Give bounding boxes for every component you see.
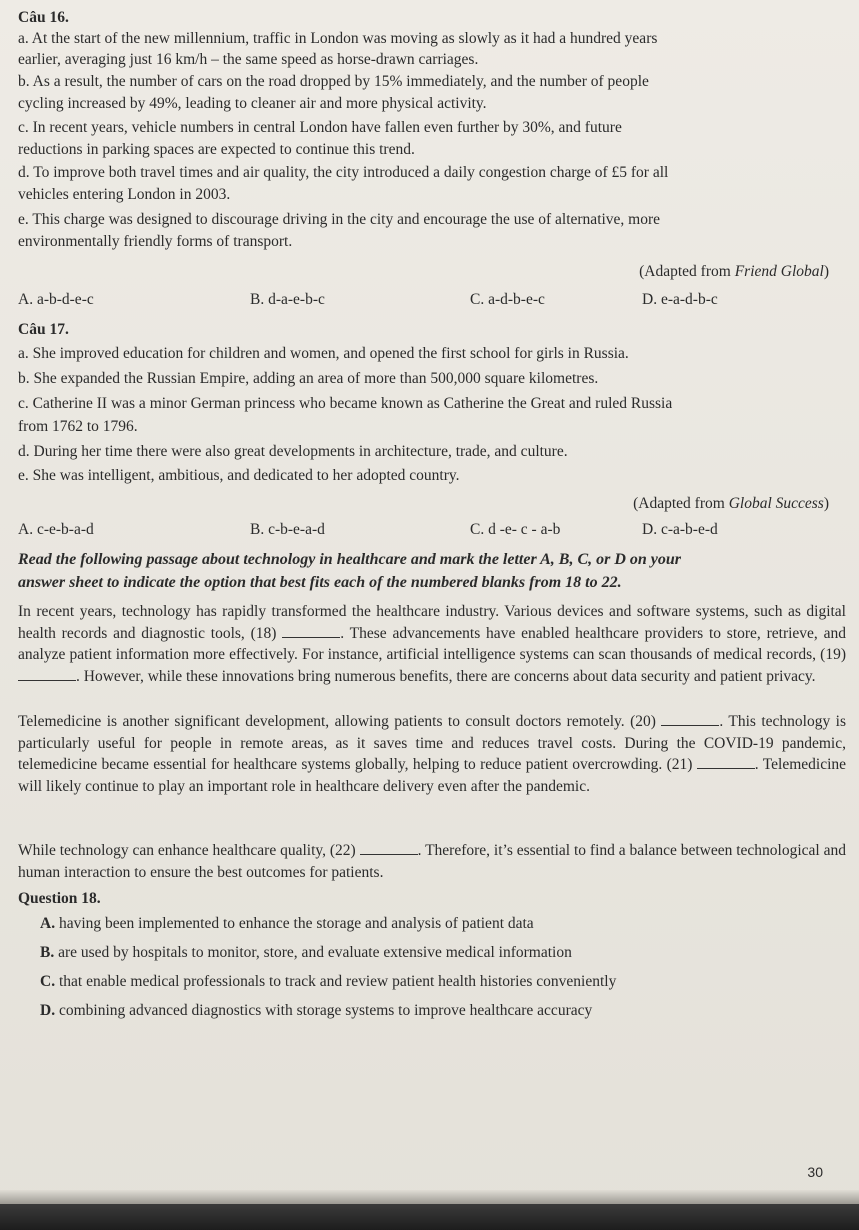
q16-sentence-e: e. This charge was designed to discourage driving in the city and encourage the use of alternative, more [18, 211, 661, 228]
q18-option-c[interactable]: C. that enable medical professionals to track and review patient health histories conveniently [40, 973, 617, 990]
q17-sentence-c: c. Catherine II was a minor German princess who became known as Catherine the Great and ruled Russia [18, 395, 673, 412]
q16-sentence-a-cont: earlier, averaging just 16 km/h – the same speed as horse-drawn carriages. [18, 51, 479, 68]
q17-source: (Adapted from Global Success) [633, 495, 829, 512]
q17-sentence-d: d. During her time there were also great developments in architecture, trade, and culture. [18, 443, 568, 460]
q16-sentence-b: b. As a result, the number of cars on the road dropped by 15% immediately, and the number of people [18, 73, 649, 90]
q16-options [18, 291, 829, 311]
q16-sentence-b-cont: cycling increased by 49%, leading to cleaner air and more physical activity. [18, 95, 487, 112]
q16-option-a[interactable]: A. a-b-d-e-c [18, 291, 94, 308]
q17-options [18, 521, 829, 541]
blank-20 [661, 711, 719, 726]
q17-sentence-b: b. She expanded the Russian Empire, adding an area of more than 500,000 square kilometres. [18, 370, 599, 387]
q16-sentence-d: d. To improve both travel times and air quality, the city introduced a daily congestion charge of £5 for all [18, 164, 669, 181]
q16-source: (Adapted from Friend Global) [639, 263, 829, 280]
blank-18 [282, 623, 340, 638]
q16-sentence-a: a. At the start of the new millennium, traffic in London was moving as slowly as it had a hundred years [18, 30, 658, 47]
q16-sentence-d-cont: vehicles entering London in 2003. [18, 186, 231, 203]
passage-paragraph-2: Telemedicine is another significant development, allowing patients to consult doctors remotely. (20) . This technology is particularly useful for people in remote areas, as it saves time and reduces travel costs. During the COVID-19 pandemic, telemedicine became essential for healthcare systems globally, helping to reduce patient overcrowding. (21) . Telemedicine will likely continue to play an important role in healthcare delivery even after the pandemic. [18, 713, 847, 795]
q17-option-a[interactable]: A. c-e-b-a-d [18, 521, 94, 538]
q17-sentence-e: e. She was intelligent, ambitious, and dedicated to her adopted country. [18, 467, 460, 484]
blank-21 [697, 754, 755, 769]
q17-sentence-c-cont: from 1762 to 1796. [18, 418, 138, 435]
q17-option-c[interactable]: C. d -e- c - a-b [470, 521, 561, 538]
question-18-title: Question 18. [18, 890, 101, 907]
q16-sentence-c-cont: reductions in parking spaces are expected to continue this trend. [18, 141, 415, 158]
q17-option-b[interactable]: B. c-b-e-a-d [250, 521, 325, 538]
background-surface [0, 1204, 859, 1230]
blank-19 [18, 666, 76, 681]
q16-option-c[interactable]: C. a-d-b-e-c [470, 291, 545, 308]
q18-option-a[interactable]: A. having been implemented to enhance the storage and analysis of patient data [40, 915, 534, 932]
q18-option-b[interactable]: B. are used by hospitals to monitor, store, and evaluate extensive medical information [40, 944, 572, 961]
question-17-title: Câu 17. [18, 321, 69, 338]
q16-option-b[interactable]: B. d-a-e-b-c [250, 291, 325, 308]
passage-paragraph-1: In recent years, technology has rapidly transformed the healthcare industry. Various devices and software systems, such as digital health records and diagnostic tools, (18) . These advancements have enabled healthcare providers to store, retrieve, and analyze patient information more effectively. For instance, artificial intelligence systems can scan thousands of medical records, (19) . However, while these innovations bring numerous benefits, there are concerns about data security and patient privacy. [18, 603, 846, 685]
q16-option-d[interactable]: D. e-a-d-b-c [642, 291, 718, 308]
q17-option-d[interactable]: D. c-a-b-e-d [642, 521, 718, 538]
q18-option-d[interactable]: D. combining advanced diagnostics with storage systems to improve healthcare accuracy [40, 1002, 593, 1019]
q16-sentence-c: c. In recent years, vehicle numbers in central London have fallen even further by 30%, and future [18, 119, 622, 136]
q17-sentence-a: a. She improved education for children and women, and opened the first school for girls in Russia. [18, 345, 629, 362]
page-bottom-edge [0, 1190, 859, 1204]
passage-instruction-line-1: Read the following passage about technology in healthcare and mark the letter A, B, C, or D on your [18, 551, 682, 568]
page-number: 30 [807, 1164, 823, 1180]
passage-instruction-line-2: answer sheet to indicate the option that best fits each of the numbered blanks from 18 to 22. [18, 574, 622, 591]
q16-sentence-e-cont: environmentally friendly forms of transport. [18, 233, 293, 250]
passage-paragraph-3: While technology can enhance healthcare quality, (22) . Therefore, it’s essential to find a balance between technological and human interaction to ensure the best outcomes for patients. [18, 842, 846, 881]
question-16-title: Câu 16. [18, 9, 69, 26]
blank-22 [360, 840, 418, 855]
